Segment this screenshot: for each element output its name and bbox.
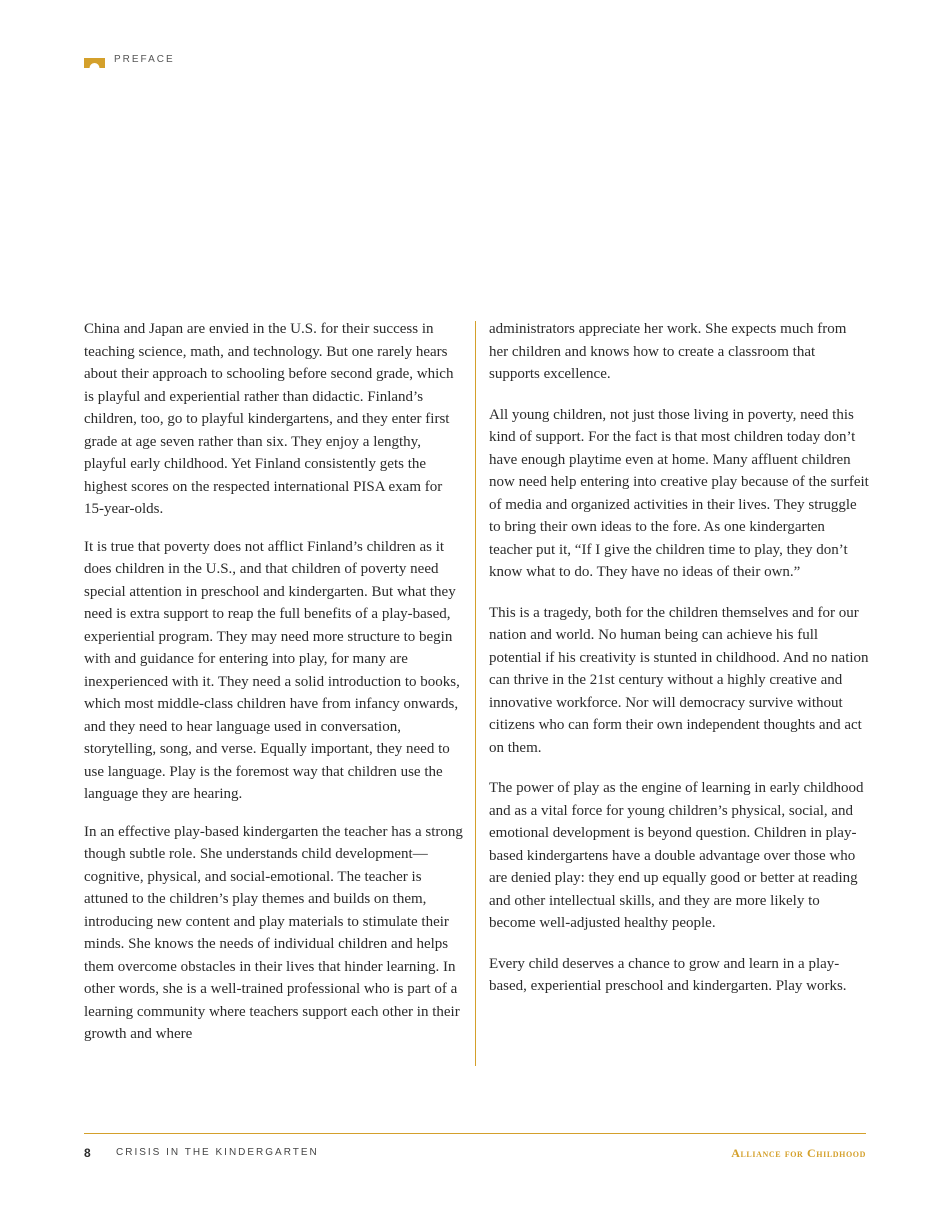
- paragraph: China and Japan are envied in the U.S. for their success in teaching science, math, and technology. But one rarely hears about their approach to schooling before second grade, which is playful and experiential rather than didactic. Finland’s children, too, go to playful kindergartens, and they enter first grade at age seven rather than six. They enjoy a lengthy, playful early childhood. Yet Finland consistently gets the highest scores on the respected international PISA exam for 15-year-olds.: [84, 321, 454, 517]
- paragraph: This is a tragedy, both for the children themselves and for our nation and world. No human being can achieve his full potential if his creativity is stunted in childhood. And no nation can thrive in the 21st century without a highly creative and innovative workforce. Nor will democracy survive without citizens who can form their own independent thoughts and act on them.: [489, 604, 869, 756]
- paragraph: administrators appreciate her work. She expects much from her children and knows how to create a classroom that supports excellence.: [489, 321, 847, 382]
- footer-rule: [84, 1133, 866, 1134]
- right-column: [489, 318, 869, 998]
- arch-tab-icon: [84, 55, 105, 65]
- page-number: 8: [84, 1146, 91, 1160]
- left-column: [84, 318, 464, 1046]
- document-title: CRISIS IN THE KINDERGARTEN: [116, 1147, 319, 1158]
- paragraph: It is true that poverty does not afflict Finland’s children as it does children in the U.S., and that children of poverty need special attention in preschool and kindergarten. But what they need is extra support to reap the full benefits of a play-based, experiential program. They may need more structure to begin with and guidance for entering into play, for many are inexperienced with it. They need a solid introduction to books, which most middle-class children have from infancy onwards, and they need to hear language used in conversation, storytelling, song, and verse. Equally important, they need to use language. Play is the foremost way that children use the language they are hearing.: [84, 538, 460, 802]
- page-header: [84, 55, 175, 65]
- paragraph: Every child deserves a chance to grow and learn in a play-based, experiential preschool and kindergarten. Play works.: [489, 955, 847, 994]
- page-footer: [84, 1146, 866, 1162]
- column-divider: [475, 321, 476, 1066]
- paragraph: In an effective play-based kindergarten the teacher has a strong though subtle role. She understands child development—cognitive, physical, and social-emotional. The teacher is attuned to the children’s play themes and builds on them, introducing new content and play materials to stimulate their minds. She knows the needs of individual children and helps them overcome obstacles in their lives that hinder learning. In other words, she is a well-trained professional who is part of a learning community where teachers support each other in their growth and where: [84, 823, 463, 1042]
- paragraph: The power of play as the engine of learning in early childhood and as a vital force for young children’s physical, social, and emotional development is beyond question. Children in play-based kindergartens have a double advantage over those who are denied play: they end up equally good or better at reading and other intellectual skills, and they are more likely to become well-adjusted healthy people.: [489, 780, 864, 931]
- section-label: PREFACE: [114, 54, 175, 65]
- organization-name: Alliance for Childhood: [731, 1146, 866, 1160]
- paragraph: All young children, not just those living in poverty, need this kind of support. For the fact is that most children today don’t have enough playtime even at home. Many affluent children now need help entering into creative play because of the surfeit of media and organized activities in their lives. They struggle to bring their own ideas to the fore. As one kindergarten teacher put it, “If I give the children time to play, they don’t know what to do. They have no ideas of their own.”: [489, 406, 869, 580]
